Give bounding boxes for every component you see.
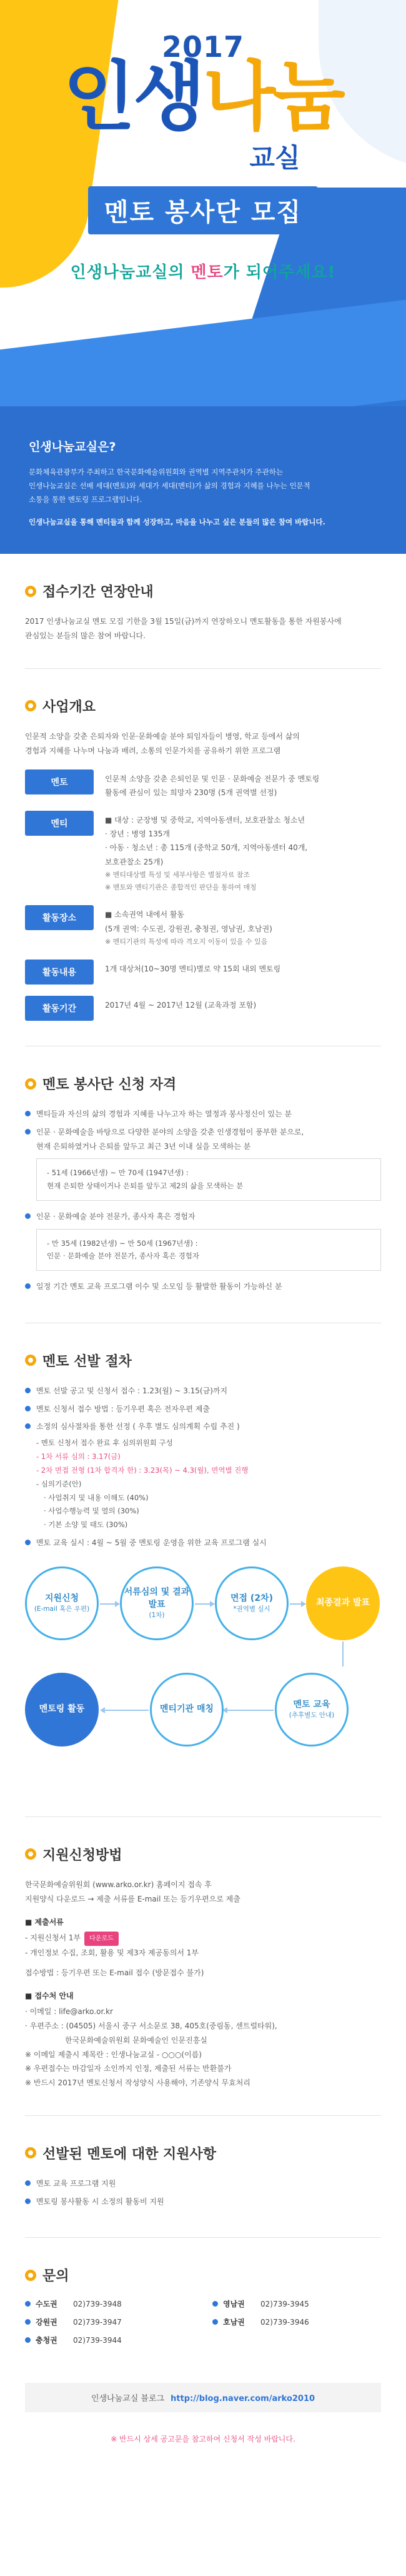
- overview-label: 활동내용: [25, 960, 94, 985]
- support-list: [25, 2177, 381, 2209]
- overview-line: ※ 멘토와 멘티기관은 종합적인 판단을 통하여 매칭: [105, 883, 257, 892]
- hero-slogan: [0, 259, 406, 283]
- method-line-1: 한국문화예술위원회 (www.arko.or.kr) 홈페이지 접속 후: [25, 1880, 212, 1889]
- qualification-title: [25, 1074, 381, 1093]
- flow-node-sub: (추후별도 안내): [289, 1711, 335, 1720]
- list-item-text: 멘티들과 자신의 삶의 경험과 지혜를 나누고자 하는 열정과 봉사정신이 있는 분: [36, 1110, 292, 1119]
- method-address-line: ※ 우편접수는 마감일자 소인까지 인정, 제출된 서류는 반환불가: [25, 2064, 232, 2073]
- contact-phone[interactable]: 02)739-3944: [73, 2335, 122, 2345]
- overview-line-1: 인문적 소양을 갖춘 은퇴자와 인문·문화예술 분야 퇴임자들이 병영, 학교 등에서 삶의: [25, 731, 300, 741]
- footer-note: ※ 반드시 상세 공고문을 참고하여 신청서 작성 바랍니다.: [111, 2435, 295, 2444]
- section-dot-icon: [25, 700, 36, 711]
- list-item-text: 멘토 교육 프로그램 지원: [36, 2178, 116, 2188]
- overview-row-content: [25, 960, 381, 985]
- doc-text: - 지원신청서 1부: [25, 1933, 81, 1942]
- bullet-icon: [25, 1111, 31, 1116]
- flow-node-interview: [215, 1566, 289, 1640]
- flow-arrow-icon: [100, 1603, 119, 1605]
- support-title-text: 선발된 멘토에 대한 지원사항: [42, 2146, 217, 2162]
- list-item-text: 일정 기간 멘토 교육 프로그램 이수 및 소모임 등 활발한 활동이 가능하신 분: [36, 1282, 282, 1291]
- overview-label: 활동장소: [25, 905, 94, 930]
- flow-node-apply: [25, 1566, 99, 1640]
- intro-heading: 인생나눔교실은?: [29, 440, 116, 454]
- contact-list: [25, 2298, 381, 2345]
- intro-panel: [0, 406, 406, 554]
- overview-title: [25, 696, 381, 716]
- qualification-list-b: [25, 1210, 381, 1224]
- list-item-text: 멘토 선발 공고 및 신청서 접수 : 1.23(월) ~ 3.15(금)까지: [36, 1386, 228, 1395]
- bullet-icon: [212, 2319, 218, 2325]
- blog-bar: [25, 2383, 381, 2412]
- method-doc-line: - 개인정보 수집, 조회, 활용 및 제3자 제공동의서 1부: [25, 1948, 199, 1957]
- section-dot-icon: [25, 1078, 36, 1090]
- overview-line: 2017년 4월 ~ 2017년 12월 (교육과정 포함): [105, 1001, 257, 1010]
- selection-section: [0, 1323, 406, 1810]
- overview-line: · 아동 · 청소년 : 총 115개 (중학교 50개, 지역아동센터 40개,: [105, 843, 308, 853]
- contact-item: [212, 2298, 381, 2309]
- notice-line-2: 관심있는 분들의 많은 참여 바랍니다.: [25, 631, 146, 641]
- overview-line: · 장년 : 병영 135개: [105, 829, 170, 839]
- overview-label: 멘티: [25, 811, 94, 836]
- flow-node-sub: (E-mail 혹은 우편): [34, 1605, 90, 1613]
- bullet-icon: [25, 1423, 31, 1429]
- list-item-text: 멘토 교육 실시 : 4월 ~ 5월 중 멘토링 운영을 위한 교육 프로그램 실시: [36, 1538, 267, 1548]
- list-item-text: 멘토링 봉사활동 시 소정의 활동비 지원: [36, 2197, 164, 2206]
- list-item: [25, 1280, 381, 1294]
- support-section: [0, 2116, 406, 2232]
- flow-arrow-icon: [290, 1603, 305, 1605]
- bullet-icon: [25, 2337, 31, 2343]
- hero-shape-blue-band: [0, 298, 406, 406]
- contact-item: [25, 2298, 194, 2309]
- notice-title: [25, 581, 381, 601]
- contact-region: 충청권: [36, 2336, 57, 2345]
- contact-title-text: 문의: [42, 2268, 69, 2285]
- qualification-list-c: [25, 1280, 381, 1294]
- method-address-line: · 우편주소 : (04505) 서울시 중구 서소문로 38, 405호(중림동, 센트럴타워),: [25, 2021, 277, 2030]
- notice-title-text: 접수기간 연장안내: [42, 584, 154, 601]
- sub-line: · 사업수행능력 및 열의 (30%): [44, 1506, 139, 1516]
- overview-body: [105, 769, 381, 799]
- list-item: [25, 1384, 381, 1398]
- hero-badge: 멘토 봉사단 모집: [88, 186, 318, 234]
- contact-phone[interactable]: 02)739-3945: [260, 2299, 309, 2308]
- qualification-list: [25, 1107, 381, 1153]
- overview-line: ■ 소속권역 내에서 활동: [105, 910, 185, 920]
- selection-title-text: 멘토 선발 절차: [42, 1353, 132, 1370]
- overview-line: ※ 멘티기관의 특성에 따라 격오지 이동이 있을 수 있음: [105, 937, 268, 946]
- method-line-2: 지원양식 다운로드 → 제출 서류를 E-mail 또는 등기우편으로 제출: [25, 1894, 240, 1903]
- bullet-icon: [212, 2301, 218, 2307]
- selection-title: [25, 1351, 381, 1370]
- method-subhead-docs: ■ 제출서류: [25, 1917, 64, 1927]
- blog-link[interactable]: http://blog.naver.com/arko2010: [171, 2394, 315, 2404]
- list-item: [25, 1107, 381, 1121]
- overview-body: [105, 905, 381, 948]
- hero-banner: [0, 0, 406, 406]
- slogan-highlight: 멘토: [191, 263, 224, 282]
- flow-node-label: 멘토링 활동: [39, 1704, 85, 1715]
- method-section: [0, 1817, 406, 2109]
- overview-title-text: 사업개요: [42, 699, 96, 715]
- intro-text-2: 인생나눔교실은 선배 세대(멘토)와 세대가 세대(멘티)가 삶의 경험과 지혜를 나누는 인문적: [29, 481, 310, 490]
- list-item-text: 멘토 신청서 접수 방법 : 등기우편 혹은 전자우편 제출: [36, 1404, 210, 1413]
- list-item: [25, 1210, 381, 1224]
- method-address-line: 한국문화예술위원회 문화예술인 인문진흥실: [65, 2035, 207, 2045]
- contact-phone[interactable]: 02)739-3948: [73, 2299, 122, 2308]
- list-item-text: 소정의 심사절차를 통한 선정 ( 우후 별도 심의계획 수립 추진 ): [36, 1422, 240, 1431]
- bullet-icon: [25, 2319, 31, 2325]
- overview-body: [105, 960, 381, 976]
- flow-arrow-icon: [224, 1710, 274, 1711]
- hero-title-part-b: 나눔: [203, 54, 343, 141]
- box-line: - 51세 (1966년생) ~ 만 70세 (1947년생) :: [47, 1168, 189, 1178]
- qualification-title-text: 멘토 봉사단 신청 자격: [42, 1077, 177, 1093]
- overview-row-mentee: [25, 811, 381, 894]
- intro-text-3: 소통을 통한 멘토링 프로그램입니다.: [29, 494, 142, 504]
- section-dot-icon: [25, 2270, 36, 2281]
- method-title-text: 지원신청방법: [42, 1847, 122, 1863]
- method-subhead-address: ■ 접수처 안내: [25, 1992, 74, 2001]
- bullet-icon: [25, 1129, 31, 1135]
- flow-connector: [342, 1641, 344, 1666]
- flow-node-final: [306, 1566, 380, 1640]
- flow-node-label: 최종결과 발표: [315, 1598, 370, 1608]
- overview-row-place: [25, 905, 381, 948]
- support-title: [25, 2143, 381, 2163]
- contact-item: [25, 2317, 194, 2327]
- flow-node-label: 멘토 교육: [293, 1699, 330, 1710]
- overview-row-mentor: [25, 769, 381, 799]
- selection-flow-diagram: [25, 1566, 381, 1792]
- overview-line: (5개 권역: 수도권, 강원권, 충청권, 영남권, 호남권): [105, 924, 272, 933]
- flow-arrow-icon: [195, 1603, 214, 1605]
- overview-row-period: [25, 996, 381, 1021]
- bullet-icon: [25, 1406, 31, 1411]
- overview-line: 활동에 관심이 있는 희망자 230명 (5개 권역별 선정): [105, 788, 277, 797]
- flow-node-label: 멘티기관 매칭: [159, 1704, 214, 1715]
- contact-title: [25, 2265, 381, 2285]
- contact-region: 호남권: [223, 2318, 245, 2327]
- intro-text-1: 문화체육관광부가 주최하고 한국문화예술위원회와 권역별 지역주관처가 주관하는: [29, 468, 284, 476]
- intro-text-4: 인생나눔교실을 통해 멘티들과 함께 성장하고, 마음을 나누고 싶은 분들의 많은 참여 바랍니다.: [29, 517, 325, 526]
- list-item: [25, 1420, 381, 1532]
- bullet-icon: [25, 2180, 31, 2186]
- bullet-icon: [25, 1283, 31, 1289]
- notice-line-1: 2017 인생나눔교실 멘토 모집 기한을 3월 15일(금)까지 연장하오니 멘토활동을 통한 자원봉사에: [25, 617, 342, 626]
- sub-line: - 2차 면접 전형 (1차 합격자 한) : 3.23(목) ~ 4.3(월), 면역별 진행: [36, 1465, 249, 1475]
- bullet-icon: [25, 1540, 31, 1545]
- contact-section: [0, 2238, 406, 2364]
- list-item-text: 인문 · 문화예술 분야 전문가, 종사자 혹은 경험자: [36, 1211, 196, 1221]
- hero-subtitle: 교실: [249, 143, 300, 173]
- bullet-icon: [25, 2301, 31, 2307]
- sub-line: · 사업취지 및 내용 이해도 (40%): [44, 1493, 149, 1502]
- qualification-box-1: [36, 1158, 381, 1200]
- section-dot-icon: [25, 1355, 36, 1366]
- method-doc-line: [25, 1931, 381, 1946]
- method-title: [25, 1845, 381, 1864]
- overview-line: 인문적 소양을 갖춘 은퇴인문 및 인문 · 문화예술 전문가 중 멘토링: [105, 774, 320, 783]
- flow-arrow-icon: [101, 1710, 149, 1711]
- flow-node-sub: *권역별 실시: [233, 1605, 270, 1613]
- list-item: [25, 2195, 381, 2209]
- slogan-part-b: 가 되어주세요!: [223, 263, 336, 282]
- hero-title-part-a: 인생: [63, 54, 203, 141]
- section-dot-icon: [25, 2147, 36, 2158]
- contact-phone[interactable]: 02)739-3946: [260, 2317, 309, 2327]
- flow-node-activity: [25, 1673, 99, 1747]
- list-item: [25, 1536, 381, 1550]
- list-item: [25, 1125, 381, 1154]
- flow-node-label: 지원신청: [44, 1593, 79, 1603]
- section-dot-icon: [25, 1848, 36, 1860]
- contact-item: [25, 2335, 194, 2345]
- method-note: 접수방법 : 등기우편 또는 E-mail 접수 (방문접수 불가): [25, 1968, 204, 1978]
- overview-line: ■ 대상 : 군장병 및 중학교, 지역아동센터, 보호관찰소 청소년: [105, 815, 305, 824]
- box-line: - 만 35세 (1982년생) ~ 만 50세 (1967년생) :: [47, 1238, 198, 1248]
- bullet-icon: [25, 2198, 31, 2204]
- overview-line: ※ 멘티대상별 특성 및 세부사항은 별첨자료 참조: [105, 870, 250, 879]
- flow-node-sub: (1차): [149, 1611, 165, 1620]
- overview-body: [105, 811, 381, 894]
- flow-node-matching: [150, 1673, 224, 1747]
- selection-list: [25, 1384, 381, 1550]
- overview-section: [0, 669, 406, 1040]
- flow-node-label: 면접 (2차): [230, 1593, 273, 1603]
- sub-line: · 기본 소양 및 태도 (30%): [44, 1520, 128, 1530]
- box-line: 현재 은퇴한 상태이거나 은퇴를 앞두고 제2의 삶을 모색하는 분: [47, 1181, 244, 1191]
- list-item-text: 인문 · 문화예술을 바탕으로 다양한 분야의 소양을 갖춘 인생경험이 풍부한 분으로,: [36, 1127, 304, 1136]
- list-item: [25, 1402, 381, 1416]
- contact-region: 강원권: [36, 2318, 57, 2327]
- contact-region: 수도권: [36, 2300, 57, 2309]
- contact-phone[interactable]: 02)739-3947: [73, 2317, 122, 2327]
- list-item-text: 현재 은퇴하였거나 은퇴를 앞두고 최근 3년 이내 실을 모색하는 분: [36, 1141, 251, 1151]
- bullet-icon: [25, 1388, 31, 1393]
- method-address-line: ※ 반드시 2017년 멘토신청서 작성양식 사용해야, 기존양식 무효처리: [25, 2078, 250, 2088]
- list-item: [25, 2177, 381, 2191]
- flow-node-training: [275, 1673, 349, 1747]
- overview-label: 멘토: [25, 769, 94, 794]
- overview-label: 활동기간: [25, 996, 94, 1021]
- slogan-part-a: 인생나눔교실의: [70, 263, 185, 282]
- overview-line: 보호관찰소 25개): [105, 857, 164, 866]
- flow-node-document: [120, 1566, 194, 1640]
- contact-region: 영남권: [223, 2300, 245, 2309]
- method-address-line: ※ 이메일 제출시 제목란 : 인생나눔교실 - ○○○(이름): [25, 2050, 202, 2059]
- sub-line: - 멘토 신청서 접수 완료 후 심의위원회 구성: [36, 1438, 173, 1448]
- hero-year: 2017: [161, 30, 245, 64]
- sub-line: - 1차 서류 심의 : 3.17(금): [36, 1452, 121, 1461]
- qualification-section: [0, 1046, 406, 1316]
- notice-section: [0, 554, 406, 662]
- overview-line-2: 경험과 지혜를 나누며 나눔과 배려, 소통의 인문가치를 공유하기 위한 프로그램: [25, 746, 281, 755]
- overview-line: 1개 대상처(10~30명 멘티)별로 약 15회 내외 멘토링: [105, 965, 281, 974]
- hero-title: [0, 54, 406, 141]
- blog-label: 인생나눔교실 블로그: [91, 2394, 165, 2404]
- section-dot-icon: [25, 586, 36, 597]
- method-address-line: · 이메일 : life@arko.or.kr: [25, 2007, 113, 2017]
- overview-body: [105, 996, 381, 1012]
- qualification-box-2: [36, 1229, 381, 1271]
- contact-item: [212, 2317, 381, 2327]
- sub-line: - 심의기준(안): [36, 1479, 82, 1488]
- flow-node-label: 서류심의 및 결과발표: [124, 1586, 190, 1610]
- box-line: 인문 · 문화예술 분야 전문가, 종사자 혹은 경험자: [47, 1251, 199, 1261]
- download-button[interactable]: 다운로드: [84, 1932, 119, 1946]
- bullet-icon: [25, 1213, 31, 1219]
